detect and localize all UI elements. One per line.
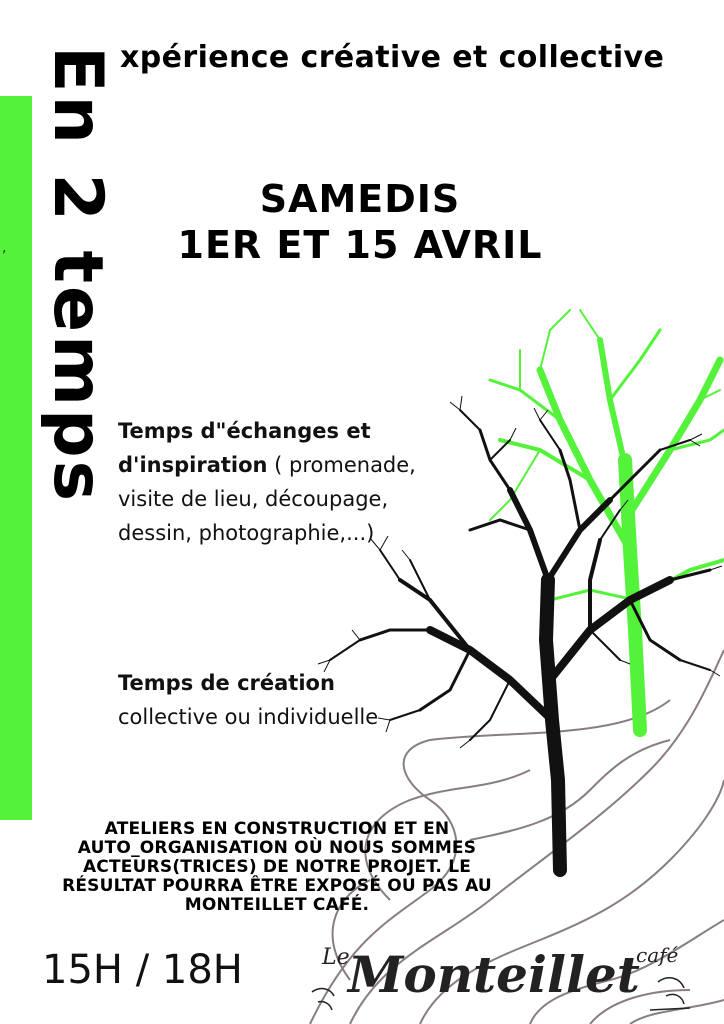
event-hours: 15H / 18H — [42, 947, 243, 993]
vertical-title: En 2 temps — [38, 46, 117, 505]
logo-suffix: café — [636, 943, 679, 967]
workshop-notice: ATELIERS EN CONSTRUCTION ET EN AUTO_ORGANISATION OÙ NOUS SOMMES ACTEURS(TRICES) DE NOTRE PROJET. LE RÉSULTAT POURRA ÊTRE EXPOSÉ OU PAS AU MONTEILLET CAFÉ. — [62, 819, 492, 915]
logo-name: Monteillet — [348, 945, 640, 1004]
event-dates — [170, 176, 550, 268]
dates-line-1: SAMEDIS — [259, 177, 461, 221]
creation-detail: collective ou individuelle — [118, 705, 379, 729]
exchanges-detail: ( promenade, visite de lieu, découpage, dessin, photographie,...) — [118, 453, 416, 545]
logo-prefix: Le — [322, 945, 350, 970]
activity-block-exchanges — [118, 414, 448, 550]
monteillet-cafe-logo — [300, 922, 700, 1018]
green-accent-bar — [0, 96, 32, 820]
creation-heading: Temps de création — [118, 671, 335, 695]
activity-block-creation — [118, 666, 438, 734]
exchanges-heading: Temps d"échanges et d'inspiration — [118, 419, 371, 477]
subtitle: xpérience créative et collective — [120, 40, 665, 75]
tree-illustration-icon — [290, 300, 724, 1024]
edge-mark: , — [2, 240, 7, 256]
dates-line-2: 1ER ET 15 AVRIL — [177, 223, 543, 267]
